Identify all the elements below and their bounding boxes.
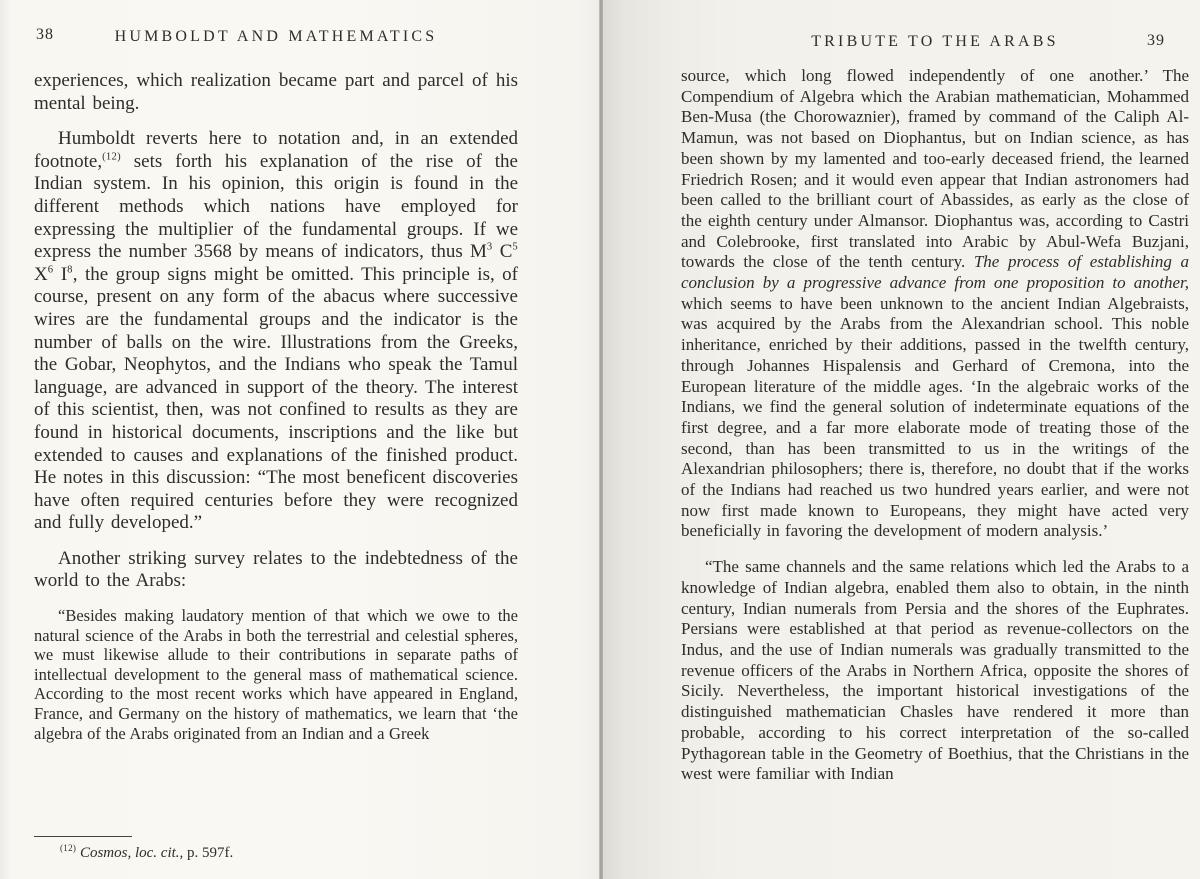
- left-paragraph-2: Humboldt reverts here to notation and, in an extended footnote,$^{(12)}$ sets forth his explanation of the rise of the Indian system. In his opinion, this origin is found in the different methods which nations have employed for expressing the multiplier of the fundamental groups. If we express the number 3568 by means of indicators, thus $M^3$ $C^5$ $X^6$ $I^8$, the group signs might be omitted. This principle is, of course, present on any form of the abacus where successive wires are the fundamental groups and the indicator is the number of balls on the wire. Illustrations from the Greeks, the Gobar, Neophytos, and the Indians who speak the Tamul language, are advanced in support of the theory. The interest of this scientist, then, was not confined to results as they are found in historical documents, inscriptions and the like but extended to causes and explanations of the finished product. He notes in this discussion: “The most beneficent discoveries have often required centuries before they were recognized and fully developed.”: [34, 128, 519, 534]
- footnote-rule: [34, 836, 132, 837]
- footnote-page-ref: p. 597f.: [187, 845, 234, 861]
- footnote: [34, 836, 518, 863]
- right-page: [603, 0, 1200, 879]
- right-running-head: TRIBUTE TO THE ARABS: [811, 33, 1059, 50]
- left-page-number: 38: [36, 26, 54, 43]
- right-paragraph-2: “The same channels and the same relations which led the Arabs to a knowledge of Indian algebra, enabled them also to obtain, in the ninth century, Indian numerals from Persia and the shores of the Euphrates. Persians were established at that period as revenue-collectors on the Indus, and the use of Indian numerals was gradually transmitted to the revenue officers of the Arabs in Northern Africa, opposite the shores of Sicily. Nevertheless, the important historical investigations of the distinguished mathematician Chasles have rendered it more than probable, according to his correct interpretation of the so-called Pythagorean table in the Geometry of Boethius, that the Christians in the west were familiar with Indian: [681, 557, 1189, 784]
- right-text-block: [681, 66, 1189, 785]
- right-page-number: 39: [1147, 32, 1165, 49]
- left-running-head: HUMBOLDT AND MATHEMATICS: [114, 28, 438, 45]
- left-paragraph-3: Another striking survey relates to the indebtedness of the world to the Arabs:: [34, 547, 518, 592]
- left-block-quote: “Besides making laudatory mention of that which we owe to the natural science of the Arabs in both the terrestrial and celestial spheres, we must likewise allude to their contributions in separate paths of intellectual development to the general mass of mathematical science. According to the most recent works which have appeared in England, France, and Germany on the history of mathematics, we learn that ‘the algebra of the Arabs originated from an Indian and a Greek: [34, 606, 518, 743]
- footnote-text: [34, 844, 518, 863]
- right-paragraph-1: source, which long flowed independently of one another.’ The Compendium of Algebra which the Arabian mathematician, Mohammed Ben-Musa (the Chorowaznier), framed by command of the Caliph Al-Mamun, was not based on Diophantus, but on Indian science, as has been shown by my lamented and too-early deceased friend, the learned Friedrich Rosen; and it would even appear that Indian astronomers had been called to the brilliant court of Abassides, as early as the close of the eighth century under Almansor. Diophantus was, according to Castri and Colebrooke, first translated into Arabic by Abul-Wefa Buzjani, towards the close of the tenth century. The process of establishing a conclusion by a progressive advance from one proposition to another, which seems to have been unknown to the ancient Indian Algebraists, was acquired by the Arabs from the Alexandrian school. This noble inheritance, enriched by their additions, passed in the twelfth century, through Johannes Hispalensis and Gerhard of Cremona, into the European literature of the middle ages. ‘In the algebraic works of the Indians, we find the general solution of indeterminate equations of the first degree, and a far more elaborate mode of treating those of the second, than has been transmitted to us in the writings of the Alexandrian philosophers; there is, therefore, no doubt that if the works of the Indians had reached us two hundred years earlier, and were not now first made known to Europeans, they might have acted very beneficially in favoring the development of modern analysis.’: [681, 66, 1189, 541]
- footnote-marker: (12): [60, 843, 77, 853]
- left-text-block: [34, 70, 518, 743]
- left-paragraph-1: experiences, which realization became part and parcel of his mental being.: [34, 70, 518, 114]
- footnote-source: Cosmos, loc. cit.,: [79, 845, 184, 861]
- left-page: [0, 0, 599, 879]
